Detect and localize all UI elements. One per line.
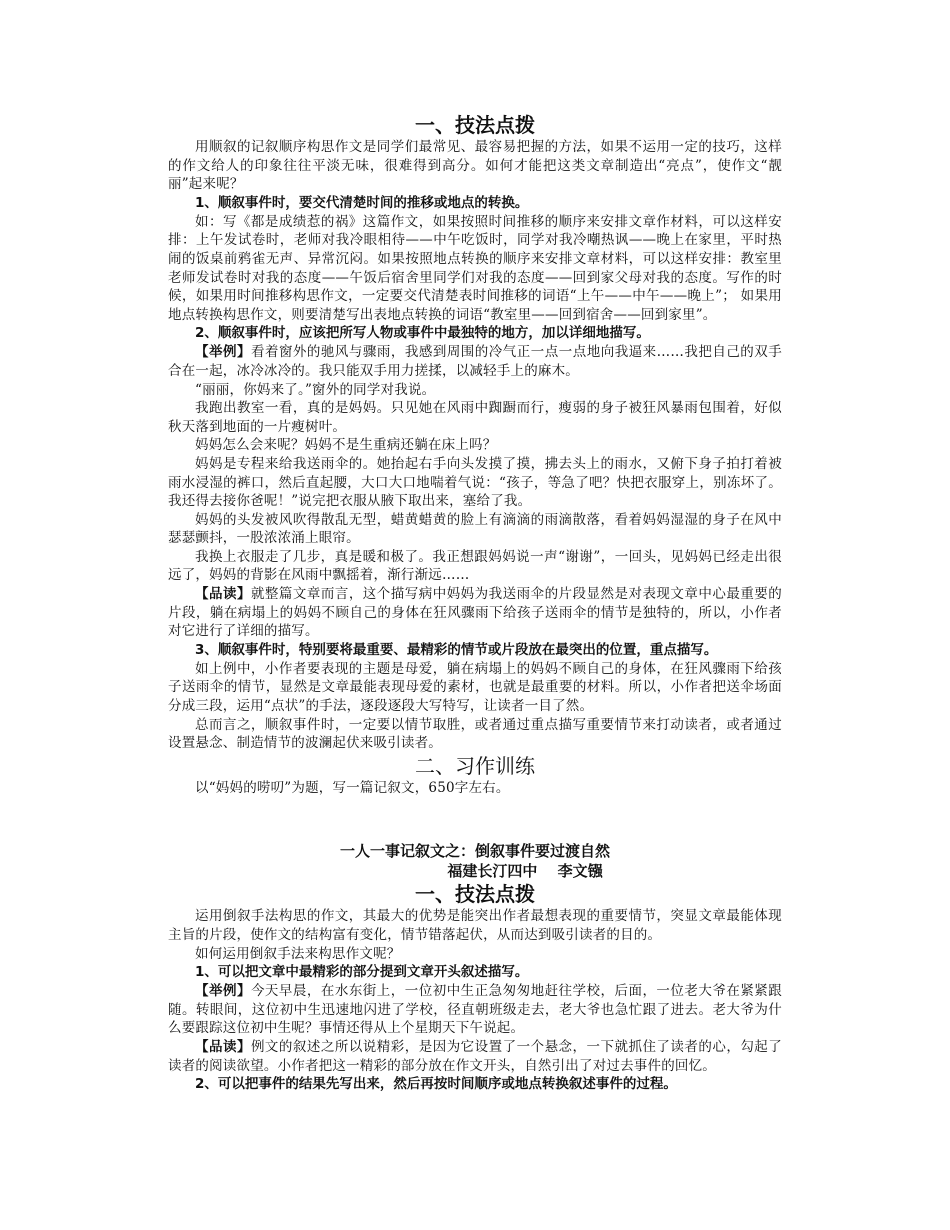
example-paragraph: 妈妈怎么会来呢？妈妈不是生重病还躺在床上吗？ — [195, 437, 497, 454]
article2-heading: 一、技法点拨 — [415, 882, 535, 907]
example-text: 看着窗外的驰风与骤雨，我感到周围的冷气正一点一点地向我逼来……我把自己的双手合在一起，冰冷冰冷的。我只能双手用力搓揉，以减轻手上的麻木。 — [168, 344, 782, 379]
article2-review-paragraph — [168, 1038, 782, 1075]
point2-title: 2、顺叙事件时，应该把所写人物或事件中最独特的地方，加以详细地描写。 — [195, 325, 650, 342]
article2-review-text: 例文的叙述之所以说精彩，是因为它设置了一个悬念，一下就抓住了读者的心，勾起了读者的阅读欲望。小作者把这一精彩的部分放在作文开头，自然引出了对过去事件的回忆。 — [168, 1038, 782, 1074]
section2-heading: 二、习作训练 — [415, 753, 535, 778]
example-paragraph: 妈妈是专程来给我送雨伞的。她抬起右手向头发摸了摸，拂去头上的雨水，又俯下身子拍打着被雨水浸湿的裤口，然后直起腰，大口大口地喘着气说：“孩子，等急了吧？快把衣服穿上，别冻坏了。我还得去接你爸呢！”说完把衣服从腋下取出来，塞给了我。 — [168, 455, 782, 510]
point3-title: 3、顺叙事件时，特别要将最重要、最精彩的情节或片段放在最突出的位置，重点描写。 — [195, 641, 718, 658]
section1-heading: 一、技法点拨 — [415, 113, 535, 137]
article2-point1-title: 1、可以把文章中最精彩的部分提到文章开头叙述描写。 — [195, 964, 529, 981]
article2-intro: 运用倒叙手法构思的作文，其最大的优势是能突出作者最想表现的重要情节，突显文章最能体现主旨的片段，使作文的结构富有变化，情节错落起伏，从而达到吸引读者的目的。 — [168, 908, 782, 943]
point1-title: 1、顺叙事件时，要交代清楚时间的推移或地点的转换。 — [195, 194, 529, 211]
point3-body: 如上例中，小作者要表现的主题是母爱，躺在病塌上的妈妈不顾自己的身体，在狂风骤雨下给孩子送雨伞的情节，显然是文章最能表现母爱的素材，也就是最重要的材料。所以，小作者把送伞场面分成三段，运用“点状”的手法，逐段逐段大写特写，让读者一目了然。 — [168, 660, 782, 715]
section-gap — [168, 797, 782, 841]
article2-example-text: 今天早晨，在水东街上，一位初中生正急匆匆地赶往学校，后面，一位老大爷在紧紧跟随。转眼间，这位初中生迅速地闪进了学校，径直朝班级走去，老大爷也急忙跟了进去。老大爷为什么要跟踪这位初中生呢？事情还得从上个星期天下午说起。 — [168, 983, 782, 1037]
article2-point2-title: 2、可以把事件的结果先写出来，然后再按时间顺序或地点转换叙述事件的过程。 — [195, 1076, 677, 1093]
example-paragraph: 妈妈的头发被风吹得散乱无型，蜡黄蜡黄的脸上有滴滴的雨滴散落，看着妈妈湿湿的身子在风中瑟瑟颤抖，一股浓浓涌上眼帘。 — [168, 511, 782, 547]
example-paragraph — [168, 343, 782, 380]
section1-intro: 用顺叙的记叙顺序构思作文是同学们最常见、最容易把握的方法，如果不运用一定的技巧，这样的作文给人的印象往往平淡无味，很难得到高分。如何才能把这类文章制造出“亮点”，使作文“靓丽”起来呢？ — [168, 139, 782, 193]
article2-author: 福建长汀四中 李文镪 — [447, 862, 603, 881]
article2-example-paragraph — [168, 982, 782, 1038]
example-paragraph: 我换上衣服走了几步，真是暖和极了。我正想跟妈妈说一声“谢谢”，一回头，见妈妈已经走出很远了，妈妈的背影在风雨中飘摇着，渐行渐远…… — [168, 548, 782, 584]
article2-question: 如何运用倒叙手法来构思作文呢？ — [195, 945, 401, 962]
review-text: 就整篇文章而言，这个描写病中妈妈为我送雨伞的片段显然是对表现文章中心最重要的片段，躺在病塌上的妈妈不顾自己的身体在狂风骤雨下给孩子送雨伞的情节是独特的，所以，小作者对它进行了详细的描写。 — [168, 586, 782, 640]
example-paragraph: 我跑出教室一看，真的是妈妈。只见她在风雨中踟蹰而行，瘦弱的身子被狂风暴雨包围着，好似秋天落到地面的一片瘦树叶。 — [168, 400, 782, 435]
example-label: 【举例】 — [195, 344, 251, 361]
writing-task: 以“妈妈的唠叨”为题，写一篇记叙文，650字左右。 — [195, 779, 510, 796]
article2-title: 一人一事记叙文之：倒叙事件要过渡自然 — [339, 842, 610, 861]
review-paragraph — [168, 585, 782, 641]
example-paragraph: “丽丽，你妈来了。”窗外的同学对我说。 — [195, 381, 436, 398]
article2-review-label: 【品读】 — [195, 1038, 251, 1055]
point1-body: 如：写《都是成绩惹的祸》这篇作文，如果按照时间推移的顺序来安排文章作材料，可以这样安排：上午发试卷时，老师对我冷眼相待——中午吃饭时，同学对我冷嘲热讽——晚上在家里，平时热闹的饭桌前鸦雀无声、异常沉闷。如果按照地点转换的顺序来安排文章材料，可以这样安排：教室里老师发试卷时对我的态度——午饭后宿舍里同学们对我的态度——回到家父母对我的态度。写作的时候，如果用时间推移构思作文，一定要交代清楚表时间推移的词语“上午——中午——晚上”； 如果用地点转换构思作文，则要清楚写出表地点转换的词语“教室里——回到宿舍——回到家里”。 — [168, 213, 782, 323]
article2-example-label: 【举例】 — [195, 983, 251, 1000]
review-label: 【品读】 — [195, 586, 251, 603]
summary-paragraph: 总而言之，顺叙事件时，一定要以情节取胜，或者通过重点描写重要情节来打动读者，或者通过设置悬念、制造情节的波澜起伏来吸引读者。 — [168, 716, 782, 752]
